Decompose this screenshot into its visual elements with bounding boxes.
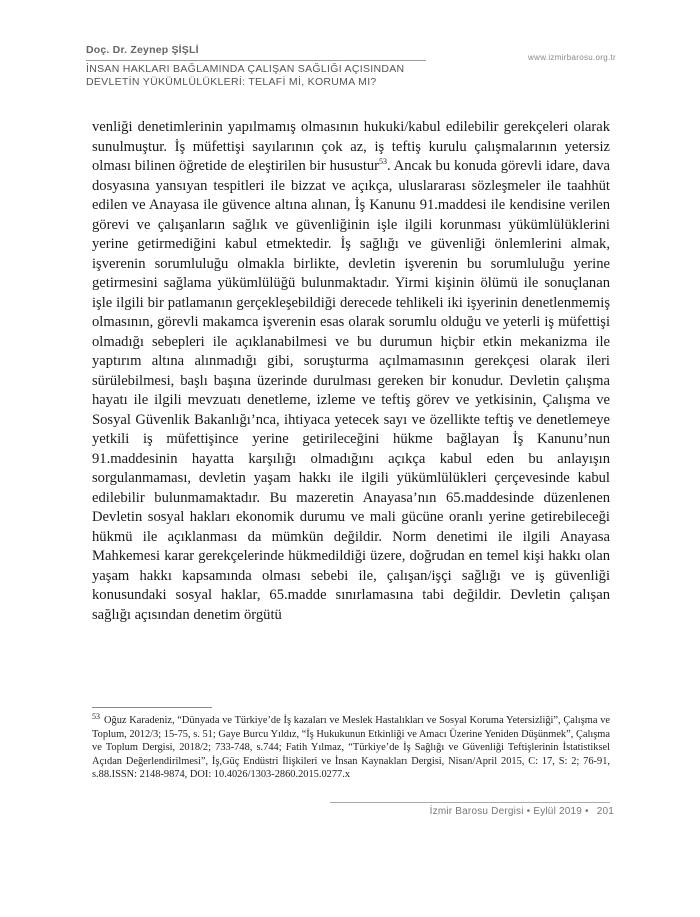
footnote-number: 53: [92, 711, 100, 721]
footnote-reference: 53: [379, 157, 388, 167]
journal-info: İzmir Barosu Dergisi • Eylül 2019 •: [429, 806, 589, 817]
header-divider: [86, 60, 426, 61]
article-title-line-1: İNSAN HAKLARI BAĞLAMINDA ÇALIŞAN SAĞLIĞI AÇISINDAN: [86, 63, 405, 75]
page-footer: [430, 806, 614, 817]
footnote: [92, 711, 610, 782]
body-text-part-2: . Ancak bu konuda görevli idare, dava dosyasına yansıyan tespitleri ile bizzat ve açıkça, uluslararası sözleşmeler ile taahhüt edilen ve Anayasa ile güvence altına alınan, İş Kanunu 91.maddesi ile kendisine verilen görevi ve çalışanların sağlık ve güvenliğinin işle ilgili korunması yükümlülüklerini yerine getirmediğini kabul etmektedir. İş sağlığı ve güvenliği önlemlerini almak, işverenin sorumluluğu olmakla birlikte, devletin işverenin bu sorumluluğu yerine getirmesini sağlama yükümlülüğü bulunmaktadır. Yirmi kişinin ölümü ile sonuçlanan işle ilgili bir patlamanın gerçekleşebildiği derecede tehlikeli iki işyerinin denetlenmemiş olmasının, görevli makamca işverenin esas olarak sorumlu olduğu ve yeterli iş müfettişi olmadığı sebepleri ile açıklanabilmesi ve bu durumun hiçbir etkin mekanizma ile yaptırım altına alınmadığı gibi, soruşturma açılmamasının gerekçesi olarak ileri sürülebilmesi, başlı başına üzerinde durulması gereken bir konudur. Devletin çalışma hayatı ile ilgili mevzuatı denetleme, izleme ve teftiş görev ve yetkisinin, Çalışma ve Sosyal Güvenlik Bakanlığı’nca, ihtiyaca yetecek sayı ve özellikte teftiş ve denetlemeye yetkili iş müfettişince yerine getirileceğini hükme bağlayan İş Kanunu’nun 91.maddesinin hayatta karşılığı olmadığını açıkça kabul eden bu anlayışın sorgulanmaması, devletin yaşam hakkı ile ilgili yükümlülükleri çerçevesinde kabul edilebilir bulunmamaktadır. Bu mazeretin Anayasa’nın 65.maddesinde düzenlenen Devletin sosyal hakları ekonomik durumu ve mali gücüne oranlı yerine getirebileceği hükmü ile açıklanması da mümkün değildir. Norm denetimi ile ilgili Anayasa Mahkemesi karar gerekçelerinde hükmedildiği üzere, doğrudan en temel kişi hakkı olan yaşam hakkı kapsamında olması sebebi ile, çalışan/işçi sağlığı ve iş güvenliği konusundaki sosyal haklar, 65.madde sınırlamasına tabi değildir. Devletin çalışan sağlığı açısından denetim örgütü: [92, 158, 610, 623]
article-title-line-2: DEVLETİN YÜKÜMLÜLÜKLERİ: TELAFİ Mİ, KORUMA MI?: [86, 76, 377, 88]
body-text-part-1: venliği denetimlerinin yapılmamış olmasının hukuki/kabul edilebilir gerekçeleri olarak sunulmuştur. İş müfettişi sayılarının çok az, iş teftiş kurulu çalışmalarının yetersiz olması bilinen öğretide de eleştirilen bir husustur: [92, 119, 610, 174]
article-title: [86, 63, 404, 89]
footnote-text: Oğuz Karadeniz, “Dünyada ve Türkiye’de İş kazaları ve Meslek Hastalıkları ve Sosyal Koruma Yetersizliği”, Çalışma ve Toplum, 2012/3; 15-75, s. 51; Gaye Burcu Yıldız, “İş Hukukunun Etkinliği ve Amacı Üzerine Yeniden Düşünmek”, Çalışma ve Toplum Dergisi, 2018/2; 733-748, s.744; Fatih Yılmaz, “Türkiye’de İş Sağlığı ve Güvenliği Teftişlerinin İstatistiksel Açıdan Değerlendirilmesi”, İş,Güç Endüstri İlişkileri ve İnsan Kaynakları Dergisi, Nisan/April 2015, C: 17, S: 2; 76-91, s.88.ISSN: 2148-9874, DOI: 10.4026/1303-2860.2015.0277.x: [92, 715, 610, 780]
body-paragraph: [92, 118, 610, 625]
running-header: [86, 44, 616, 88]
site-url: www.izmirbarosu.org.tr: [528, 53, 616, 62]
author-name: Doç. Dr. Zeynep ŞİŞLİ: [86, 44, 199, 56]
footnote-divider: [92, 707, 212, 708]
page-number: 201: [596, 806, 614, 817]
footer-divider: [330, 802, 610, 803]
